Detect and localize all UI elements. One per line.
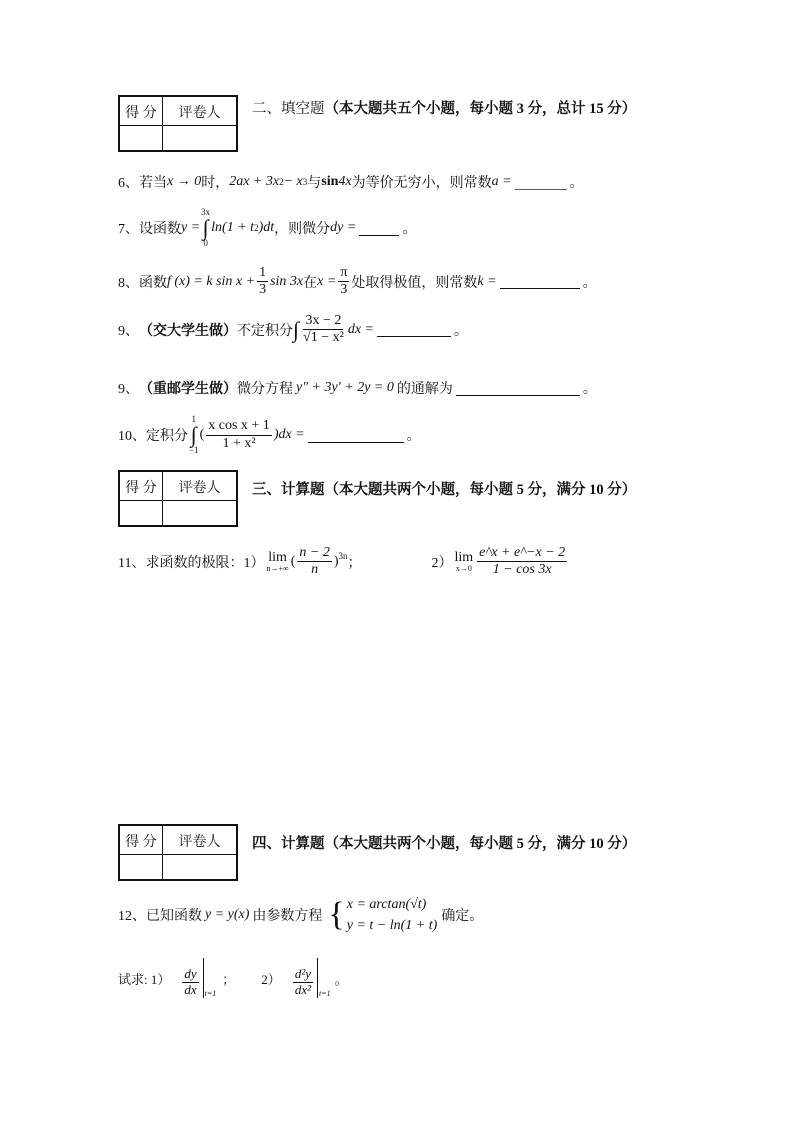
text-q9a-int: ∫ — [293, 316, 300, 342]
text-q9a-m1: dx = — [347, 321, 374, 337]
text-q8-t3: 处取得极值，则常数 — [351, 275, 478, 291]
text-sections-2-title: 四、计算题 — [252, 836, 325, 852]
text-q12-num: 12、 — [118, 909, 146, 924]
text-q12-f1n: dy — [184, 966, 197, 982]
text-q10-fd: 1 + x² — [222, 435, 256, 451]
text-q10-low: −1 — [189, 445, 199, 455]
text-q8-num: 8、 — [118, 275, 139, 291]
text-q11-m1: ( — [290, 553, 296, 569]
question-11 — [118, 545, 569, 578]
section-heading — [252, 97, 636, 118]
text-q11-lim: lim — [454, 549, 474, 565]
text-q11-fd: n — [311, 562, 319, 578]
text-q7-end: 。 — [402, 222, 417, 237]
text-q7-int: ∫ — [202, 215, 209, 240]
text-q7-m3: )dt — [258, 220, 275, 235]
score-label: 得 分 — [125, 106, 157, 121]
text-q11-fd2: 1 − cos 3x — [492, 562, 552, 578]
text-q8-t2: 在 — [303, 275, 318, 291]
text-q12-f1d: dx — [184, 982, 197, 998]
text-q6-end: 。 — [569, 176, 584, 191]
text-q11-lim: lim — [268, 549, 287, 565]
text-q9b-t1: 微分方程 — [237, 382, 293, 397]
score-box — [118, 824, 238, 881]
text-q6-t1: 若当 — [139, 176, 167, 191]
text-q8-m1: f (x) = k sin x + — [167, 273, 256, 289]
answer-blank[interactable] — [456, 381, 580, 396]
text-q12-m1: y = y(x) — [205, 907, 250, 922]
text-sections-2-note: （本大题共两个小题，每小题 5 分，满分 10 分） — [324, 836, 637, 852]
text-sections-1-note: （本大题共两个小题，每小题 5 分，满分 10 分） — [324, 482, 637, 498]
text-q10-up: 1 — [191, 414, 197, 424]
answer-blank[interactable] — [377, 322, 451, 337]
score-box — [118, 470, 238, 527]
text-q10-fn: x cos x + 1 — [206, 418, 272, 435]
score-label: 得 分 — [125, 481, 157, 496]
text-q7-low: 0 — [203, 238, 208, 248]
section-title: 二、填空题 — [252, 101, 325, 117]
text-q9a-fd: √1 − x² — [303, 330, 344, 346]
text-q7-up: 3x — [201, 207, 211, 217]
text-q9a-num: 9、 — [118, 323, 139, 339]
text-q11-m2: ) — [333, 553, 339, 569]
section-heading — [252, 832, 636, 853]
text-q12-eq2: y = t − ln(1 + t) — [346, 918, 438, 933]
text-q9b-end: 。 — [582, 382, 597, 397]
grader-label: 评卷人 — [178, 106, 221, 121]
text-q11-sub1: n→+∞ — [266, 563, 289, 573]
text-q11-fn2: e^x + e^−x − 2 — [477, 545, 567, 562]
text-q9a-t1: 不定积分 — [237, 323, 293, 339]
text-q9a-fn: 3x − 2 — [303, 313, 343, 330]
text-q6-m5: 4x — [338, 174, 352, 189]
text-q6-m2: 2ax + 3x — [229, 174, 280, 189]
text-q9a-tag: （交大学生做） — [139, 323, 237, 339]
text-q10-end: 。 — [406, 429, 421, 444]
text-q8-end: 。 — [582, 275, 597, 291]
question-7 — [118, 208, 416, 248]
text-q8-fn: 1 — [257, 265, 268, 282]
text-q11-t1: 求函数的极限：1） — [145, 555, 265, 571]
answer-blank[interactable] — [308, 428, 404, 443]
text-q6-e2: 2 — [279, 177, 284, 187]
text-q7-m2: ln(1 + t — [211, 220, 255, 235]
text-q12-f2n: d²y — [294, 966, 311, 982]
question-12-tasks — [118, 958, 348, 998]
text-q12-at: t=1 — [204, 989, 217, 998]
section-note: （本大题共五个小题，每小题 3 分，总计 15 分） — [324, 101, 637, 117]
text-q12-end: 。 — [334, 971, 348, 987]
text-q8-t1: 函数 — [139, 275, 167, 291]
text-q11-p2: 2） — [431, 555, 453, 571]
text-q8-m4: k = — [477, 273, 497, 289]
question-9-jiaoda — [118, 313, 468, 346]
text-q9b-m1: y″ + 3y′ + 2y = 0 — [296, 380, 394, 395]
text-q10-m1: ( — [199, 427, 205, 442]
text-q9b-tag: （重邮学生做） — [139, 382, 237, 397]
text-q7-m4: dy = — [330, 220, 357, 235]
text-q12-at: t=1 — [318, 989, 331, 998]
text-q12-ask: 试求: 1） — [118, 971, 171, 987]
text-q11-num: 11、 — [118, 555, 146, 571]
text-q10-m2: )dx = — [273, 427, 305, 442]
text-q6-m3: − x — [283, 174, 303, 189]
question-8 — [118, 265, 597, 298]
text-q6-t2: 时， — [201, 176, 230, 191]
text-q11-fn: n − 2 — [297, 545, 331, 562]
text-q7-t1: 设函数 — [139, 222, 181, 237]
text-q9b-num: 9、 — [118, 382, 139, 397]
text-q11-sep: ； — [347, 555, 362, 571]
text-q11-e1: 3n — [338, 551, 348, 561]
question-12: 12、 已知函数 y = y(x) 由参数方程 { x = arctan(√t) y = t − ln(1 + t) 确定。 — [118, 894, 483, 936]
text-q6-m1: x → 0 — [167, 174, 202, 189]
grader-label: 评卷人 — [178, 835, 221, 850]
section-heading — [252, 478, 636, 499]
text-q7-num: 7、 — [118, 222, 139, 237]
text-q8-fd: 3 — [259, 282, 267, 298]
answer-blank[interactable] — [515, 175, 567, 190]
text-q12-eq1: x = arctan(√t) — [346, 897, 427, 912]
text-q6-t4: 为等价无穷小，则常数 — [351, 176, 492, 191]
text-q7-m1: y = — [181, 220, 201, 235]
text-q10-int: ∫ — [190, 422, 197, 447]
grader-label: 评卷人 — [178, 481, 221, 496]
text-q7-e2: 2 — [254, 223, 259, 233]
score-label: 得 分 — [125, 835, 157, 850]
text-q12-p2: 2） — [261, 971, 281, 987]
integral-sign — [201, 208, 210, 248]
text-sections-1-title: 三、计算题 — [252, 482, 325, 498]
text-q12-t1: 已知函数 — [146, 909, 202, 924]
question-9-chongyou — [118, 378, 597, 398]
text-q11-sub2: x→0 — [455, 563, 472, 573]
text-q8-m3: x = — [317, 273, 337, 289]
text-q6-m4: sin — [321, 174, 339, 189]
text-q8-m2: sin 3x — [270, 273, 304, 289]
text-q12-t3: 确定。 — [441, 909, 484, 924]
text-q6-num: 6、 — [118, 176, 139, 191]
text-q9a-end: 。 — [453, 323, 468, 339]
question-6 — [118, 172, 584, 192]
text-q8-pn: π — [338, 265, 349, 282]
text-q8-pd: 3 — [340, 282, 348, 298]
text-q12-sep: ； — [222, 971, 236, 987]
text-q9b-t2: 的通解为 — [396, 382, 453, 397]
text-q6-m6: a = — [491, 174, 512, 189]
question-10 — [118, 415, 421, 455]
answer-blank[interactable] — [359, 221, 399, 236]
text-q6-e3: 3 — [302, 177, 308, 187]
text-q12-f2d: dx² — [294, 982, 311, 998]
score-box — [118, 95, 238, 152]
text-q10-num: 10、 — [118, 429, 146, 444]
text-q7-t2: ，则微分 — [274, 222, 331, 237]
answer-blank[interactable] — [500, 274, 580, 289]
text-q12-t2: 由参数方程 — [252, 909, 323, 924]
text-q6-t3: 与 — [307, 176, 322, 191]
text-q10-t1: 定积分 — [146, 429, 188, 444]
